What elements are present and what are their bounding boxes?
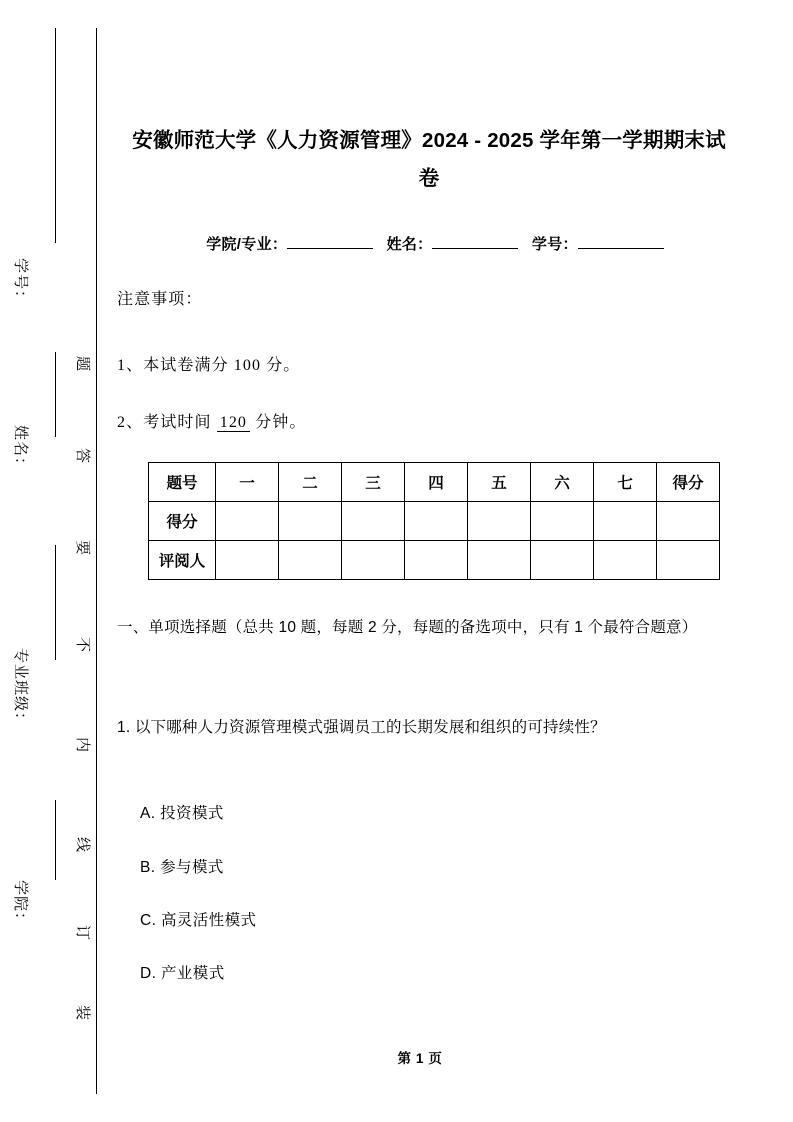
seal-line-segment-3 (55, 545, 56, 660)
page-title: 安徽师范大学《人力资源管理》2024 - 2025 学年第一学期期末试卷 (132, 129, 726, 190)
grader-cell-5[interactable] (531, 541, 594, 580)
grader-cell-1[interactable] (279, 541, 342, 580)
college-major-input[interactable] (287, 234, 373, 249)
seal-line-inner (96, 28, 97, 1094)
name-label: 姓名： (386, 236, 433, 253)
seal-label-college-text: 学院： (12, 880, 28, 929)
score-cell-1[interactable] (279, 502, 342, 541)
seal-label-student-id-text: 学号： (12, 258, 28, 307)
seal-char-5 (71, 837, 93, 852)
seal-char-0 (71, 356, 93, 371)
seal-label-name-text: 姓名： (12, 425, 28, 474)
score-table-header-7: 七 (594, 463, 657, 502)
seal-char-6 (71, 925, 93, 940)
seal-line-segment-4 (55, 800, 56, 880)
page-footer: 第 1 页 (397, 1051, 443, 1066)
grader-cell-3[interactable] (405, 541, 468, 580)
notes-heading: 注意事项： (117, 291, 203, 308)
grader-cell-0[interactable] (216, 541, 279, 580)
question-1-option-a[interactable]: A. 投资模式 (140, 805, 224, 822)
section-1-heading: 一、单项选择题（总共 10 题，每题 2 分，每题的备选项中，只有 1 个最符合题意） (117, 619, 698, 636)
score-cell-7[interactable] (657, 502, 720, 541)
score-cell-5[interactable] (531, 502, 594, 541)
notes-item-1: 1、本试卷满分 100 分。 (117, 357, 301, 374)
exam-duration-value: 120 (217, 414, 250, 432)
score-table-header-1: 一 (216, 463, 279, 502)
score-table-header-6: 六 (531, 463, 594, 502)
seal-char-3-text: 不 (74, 636, 91, 653)
question-1-option-b[interactable]: B. 参与模式 (140, 859, 224, 876)
exam-paper-body (110, 0, 793, 1122)
score-table-header-0: 题号 (149, 463, 216, 502)
seal-char-4 (71, 737, 93, 752)
grader-cell-6[interactable] (594, 541, 657, 580)
seal-char-2-text: 要 (74, 539, 91, 556)
seal-binding-sidebar (0, 0, 110, 1122)
grader-row-label: 评阅人 (149, 541, 216, 580)
score-table-header-3: 三 (342, 463, 405, 502)
college-major-label: 学院/专业： (206, 236, 288, 253)
seal-line-segment-2 (55, 352, 56, 437)
score-table-header-4: 四 (405, 463, 468, 502)
score-table-header-2: 二 (279, 463, 342, 502)
question-1-text: 1. 以下哪种人力资源管理模式强调员工的长期发展和组织的可持续性？ (117, 719, 606, 736)
student-info-fields (125, 233, 745, 254)
grader-cell-7[interactable] (657, 541, 720, 580)
seal-label-class-text: 专业班级： (12, 648, 28, 729)
seal-char-6-text: 订 (74, 924, 91, 941)
notes-item-2 (117, 409, 306, 432)
score-cell-4[interactable] (468, 502, 531, 541)
score-cell-3[interactable] (405, 502, 468, 541)
score-row-label: 得分 (149, 502, 216, 541)
seal-char-3 (71, 637, 93, 652)
name-input[interactable] (432, 234, 518, 249)
seal-char-0-text: 题 (74, 355, 91, 372)
seal-char-7-text: 装 (74, 1004, 91, 1021)
seal-char-2 (71, 540, 93, 555)
seal-char-1 (71, 448, 93, 463)
notes-item-2-suffix: 分钟。 (255, 414, 307, 431)
seal-char-4-text: 内 (74, 736, 91, 753)
table-row-header (149, 463, 720, 502)
score-table-header-5: 五 (468, 463, 531, 502)
question-1-option-c[interactable]: C. 高灵活性模式 (140, 912, 257, 929)
student-id-label: 学号： (531, 236, 578, 253)
table-row-grader (149, 541, 720, 580)
notes-item-2-prefix: 2、考试时间 (117, 414, 212, 431)
score-cell-2[interactable] (342, 502, 405, 541)
score-cell-6[interactable] (594, 502, 657, 541)
student-id-input[interactable] (578, 234, 664, 249)
score-cell-0[interactable] (216, 502, 279, 541)
score-table (148, 462, 720, 580)
table-row-score (149, 502, 720, 541)
seal-char-1-text: 答 (74, 447, 91, 464)
score-table-header-8: 得分 (657, 463, 720, 502)
seal-char-7 (71, 1005, 93, 1020)
seal-char-5-text: 线 (74, 836, 91, 853)
seal-line-segment-1 (55, 28, 56, 243)
grader-cell-4[interactable] (468, 541, 531, 580)
grader-cell-2[interactable] (342, 541, 405, 580)
question-1-option-d[interactable]: D. 产业模式 (140, 965, 225, 982)
